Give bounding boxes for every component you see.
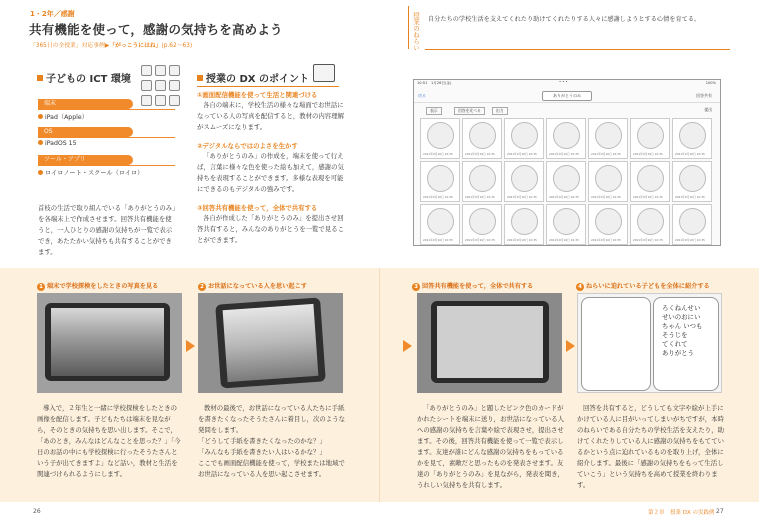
thank-you-drawing [553,208,580,235]
wifi-icon [141,80,152,91]
step-4-number: 4 [576,283,584,291]
tablet-screen-street [223,304,319,382]
answer-card[interactable] [462,118,502,159]
answer-card-grid [420,118,716,246]
dx-point-3-title: ③回答共有機能を使って，全体で共有する [197,204,318,212]
card-date: 2021年9月16日 10:35 [675,238,705,242]
aim-underline [425,49,730,50]
card-date: 2021年9月16日 10:35 [549,152,579,156]
step-3-label-text: 回答共有機能を使って，全体で共有する [422,283,534,290]
card-date: 2021年9月16日 10:35 [633,195,663,199]
answer-card[interactable] [420,204,460,245]
export-button[interactable]: 出力 [492,107,508,115]
ict-title-text: 子どもの ICT 環境 [46,74,131,85]
thank-you-drawing [637,208,664,235]
thank-you-drawing [595,122,622,149]
answer-card[interactable] [672,118,712,159]
card-date: 2021年9月16日 10:35 [507,152,537,156]
page-title: 共有機能を使って，感謝の気持ちを高めよう [29,22,283,37]
status-battery: 100% [705,81,716,85]
os-row [38,140,175,155]
answer-card[interactable] [462,204,502,245]
step-3-text: 「ありがとうのみ」と題したピンク色のカードがかれたシートを端末に送り，お世話になっている人への感謝の気持ちを言葉や絵で表現させ，提出させます。その後，回答共有機能を使って一覧で表示します。友達が誰にどんな感謝の気持ちをもっているかを見て，素敵だと思ったものを発表させます。友達の「ありがとうのみ」を見ながら，発表を聞き，うれしい気持ちを共有します。 [417,404,564,489]
answer-card[interactable] [462,161,502,202]
thank-you-drawing [637,122,664,149]
card-date: 2021年9月16日 10:35 [549,195,579,199]
thank-you-drawing [427,165,454,192]
answer-card[interactable] [504,118,544,159]
aim-text: 自分たちの学校生活を支えてくれたり助けてくれたりする人々に感謝しようとする心情を育てる。 [428,16,701,23]
aim-label: 授業のねらい [412,12,420,51]
dot-bullet-icon [38,114,43,119]
answer-card[interactable] [672,204,712,245]
answer-card[interactable] [630,204,670,245]
tag-rule [38,165,175,166]
card-date: 2021年9月16日 10:35 [675,152,705,156]
step-arrow-icon [403,340,412,352]
terminal-value: iPad（Apple） [45,114,88,121]
reference-line [30,40,192,49]
app-screenshot [413,79,721,246]
dx-title [197,70,309,85]
card-date: 2021年9月16日 10:35 [591,152,621,156]
step-4-label [576,281,710,291]
dot-bullet-icon [38,140,43,145]
drawing-left [581,297,651,391]
status-time: 10:51 1月26日(金) [417,81,452,85]
tablet-screen-grid [437,306,543,378]
phone-icon [169,65,180,76]
page-number-left: 26 [33,508,41,515]
step-1-label-text: 端末で学校探検をしたときの写真を見る [47,283,159,290]
dx-point-1-title: ①画面配信機能を使って生活と関連づける [197,91,318,99]
os-tag: OS [38,127,133,137]
lesson-grade: 1・2年／感謝 [30,10,75,18]
answer-card[interactable] [504,204,544,245]
page-gutter [379,268,380,502]
view-button[interactable]: 表示 [426,107,442,115]
tool-row [38,168,175,177]
card-date: 2021年9月16日 10:35 [423,152,453,156]
step-1-photo [37,293,182,393]
step-1-number: 1 [37,283,45,291]
ict-panel [38,99,175,194]
thank-you-drawing [469,122,496,149]
hw-line: てくれて [662,340,688,348]
thank-you-drawing [469,208,496,235]
reference-link[interactable]: 「がっこうにはね」 [109,43,162,49]
square-bullet-icon [37,75,43,81]
card-date: 2021年9月16日 10:35 [633,238,663,242]
app-actions [414,104,720,116]
dx-point-1-text: 各自の端末に，学校生活の様々な場面でお世話になっている人の写真を配信すると，教材の内容理解がスムーズになります。 [197,101,344,131]
dx-point-3-text: 各自が作成した「ありがとうのみ」を提出させ回答共有すると，みんなのありがとうを一覧で見ることができます。 [197,214,344,244]
step-2-label [198,281,307,291]
hw-line: そうじを [662,331,688,339]
reference-pages: (p.62〜63) [161,43,193,49]
answer-card[interactable] [588,204,628,245]
reference-prefix: 「365日の全授業」対応事例▶ [30,43,110,49]
dx-point-2-title: ②デジタルならではのよさを生かす [197,142,298,150]
step-4-text: 回答を共有すると，どうしても文字や絵が上手にかけている人に目がいってしまいがちですが，本時のねらいである自分たちの学校生活を支えたり，助けてくれたりしている人に感謝の気持ちをもてているかという点に迫れているものを取り上げ，全体に紹介します。最後に「感謝の気持ちをもって生活していこう」という気持ちを高めて授業を終わります。 [577,404,724,489]
square-bullet-icon [197,75,203,81]
tool-value: ロイロノート・スクール（ロイロ） [45,170,144,177]
cloud-icon [169,80,180,91]
card-date: 2021年9月16日 10:35 [423,238,453,242]
tool-tag: ツール・アプリ [38,155,133,165]
answer-card[interactable] [420,161,460,202]
thank-you-drawing [595,208,622,235]
dot-bullet-icon [38,170,43,175]
dx-title-text: 授業の DX のポイント [206,74,309,85]
step-arrow-icon [186,340,195,352]
card-date: 2021年9月16日 10:35 [633,152,663,156]
terminal-row [38,112,175,127]
tablet-screen-hallway [51,308,164,376]
step-2-photo [198,293,343,393]
handwritten-message [662,304,718,358]
hw-line: せいのおにい [662,313,701,321]
tablet-icon [155,65,166,76]
answer-card[interactable] [630,118,670,159]
answer-card[interactable] [546,118,586,159]
step-2-text: 教材の最後で，お世話になっている人たちに手紙を書きたくなったそうたさんに着目し，次のような発問をします。 「どうして手紙を書きたくなったのかな？」 「みんなも手紙を書きたい人はいるかな？」 ここでも画面配信機能を使って，学校または地域でお世話になっている人を思い起こさせます。 [198,404,345,478]
card-date: 2021年9月16日 10:35 [549,238,579,242]
card-date: 2021年9月16日 10:35 [591,238,621,242]
dx-points [197,90,345,246]
step-3-number: 3 [412,283,420,291]
answer-card[interactable] [504,161,544,202]
page-number-right: 27 [716,508,724,515]
answer-card[interactable] [672,161,712,202]
thank-you-drawing [511,165,538,192]
card-date: 2021年9月16日 10:35 [423,195,453,199]
document-icon [155,80,166,91]
hw-line: ちゃん いつも [662,322,703,330]
thank-you-drawing [679,208,706,235]
answer-card[interactable] [420,118,460,159]
answer-card[interactable] [588,161,628,202]
status-dots: • • • [559,80,568,84]
hw-line: ろくねんせい [662,304,701,312]
step-1-text: 導入で，２年生と一緒に学校探検をしたときの画像を配信します。子どもたちは端末を見ながら，そのときの気持ちを思い出します。そこで，「あのとき，みんなはどんなことを思った？」「今日のお話の中にも学校探検に行ったそうたさんという子が出てきますよ」など話い，教材と生活を関連づけられるようにします。 [37,404,181,478]
thank-you-drawing [427,122,454,149]
dx-monitor-icon [313,64,335,82]
answer-card[interactable] [630,161,670,202]
step-1-label [37,281,158,291]
answer-card[interactable] [546,204,586,245]
step-2-number: 2 [198,283,206,291]
card-date: 2021年9月16日 10:35 [465,152,495,156]
step-3-photo [417,293,562,393]
right-nav-button[interactable]: 回答共有 [696,93,712,98]
thank-you-drawing [637,165,664,192]
compare-button[interactable]: 回答を比べる [454,107,485,115]
app-toolbar [414,89,720,103]
thank-you-drawing [553,165,580,192]
step-3-label [412,281,533,291]
os-value: iPadOS 15 [45,140,77,147]
chapter-label: 第２章 授業 DX の実践例 [648,510,715,516]
step-2-label-text: お世話になっている人を思い起こす [208,283,307,290]
answer-card[interactable] [546,161,586,202]
terminal-tag: 端末 [38,99,133,109]
card-date: 2021年9月16日 10:35 [465,238,495,242]
thank-you-drawing [595,165,622,192]
card-date: 2021年9月16日 10:35 [675,195,705,199]
thank-you-drawing [511,208,538,235]
thank-you-drawing [511,122,538,149]
step-arrow-icon [566,340,575,352]
status-bar [414,80,720,88]
dx-title-rule [197,86,339,87]
card-date: 2021年9月16日 10:35 [465,195,495,199]
card-date: 2021年9月16日 10:35 [591,195,621,199]
card-date: 2021年9月16日 10:35 [507,238,537,242]
thank-you-drawing [679,165,706,192]
thank-you-drawing [679,122,706,149]
step-4-photo [577,293,722,393]
tab-title-button[interactable]: ありがとうのみ [542,91,592,101]
aim-box [408,6,730,49]
dx-point-2-text: 「ありがとうのみ」の作成を，端末を使って行えば，言葉に様々な色を使った絵も加えて，感謝の気持ちを表現することができます。多様な表現を可能にできるのもデジタルの強みです。 [197,152,344,193]
tag-rule [38,109,175,110]
thank-you-drawing [427,208,454,235]
hw-line: ありがとう [662,349,694,357]
ict-title [37,70,131,85]
thank-you-drawing [469,165,496,192]
card-date: 2021年9月16日 10:35 [507,195,537,199]
step-4-label-text: ねらいに迫れている子どもを全体に紹介する [586,283,710,290]
tag-rule [38,137,175,138]
thank-you-drawing [553,122,580,149]
ict-intro-text: 首枝の生活で取り組んでいる「ありがとうのみ」を各端末上で作成させます。回答共有機能を使うと，一人ひとりの感謝の気持ちが一覧で表示でき，あたたかい気持ちも共有することができます。 [38,204,176,256]
person-icon [141,65,152,76]
back-button[interactable]: 戻る [418,93,426,98]
submit-button[interactable]: 提出 [704,107,712,112]
answer-card[interactable] [588,118,628,159]
